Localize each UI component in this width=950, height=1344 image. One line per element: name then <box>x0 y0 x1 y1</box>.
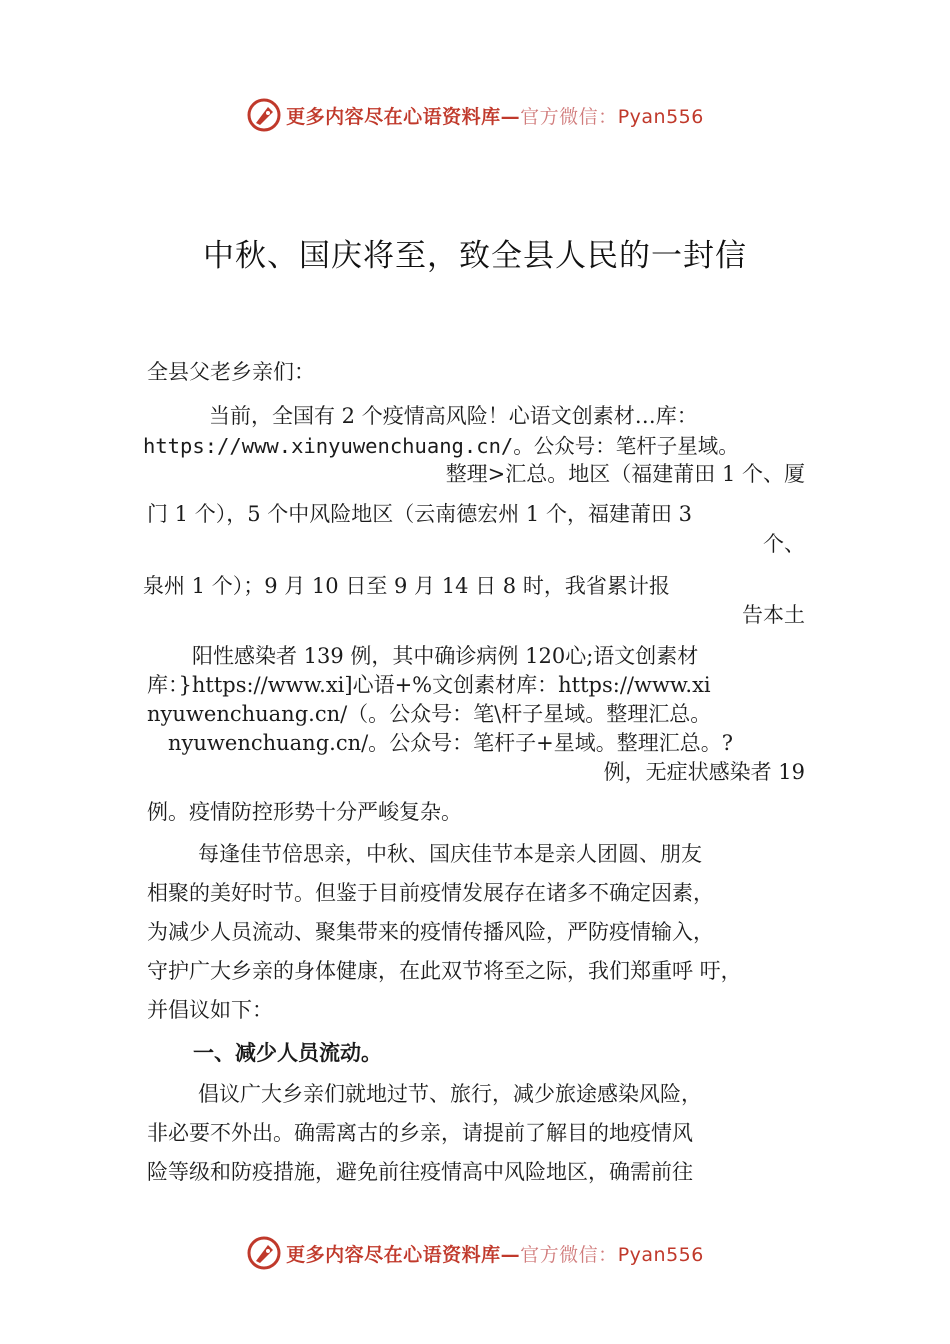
body-line: 阳性感染者 139 例，其中确诊病例 120心;语文创素材 <box>192 644 699 668</box>
body-line: 整理>汇总。地区（福建莆田 1 个、厦 <box>445 462 805 486</box>
body-line: 例。疫情防控形势十分严峻复杂。 <box>147 800 462 824</box>
body-line: nyuwenchuang.cn/。公众号：笔杆子+星域。整理汇总。? <box>168 731 734 755</box>
banner-text: 更多内容尽在心语资料库—官方微信：Pyan556 <box>286 1243 704 1266</box>
salutation: 全县父老乡亲们： <box>147 360 315 384</box>
body-line: nyuwenchuang.cn/（。公众号：笔\杆子星域。整理汇总。 <box>147 702 712 726</box>
body-line: 倡议广大乡亲们就地过节、旅行，减少旅途感染风险， <box>198 1082 702 1106</box>
section-heading: 一、减少人员流动。 <box>193 1041 382 1065</box>
body-line: 泉州 1 个）；9 月 10 日至 9 月 14 日 8 时，我省累计报 <box>143 574 670 598</box>
pen-nib-logo-icon <box>246 1235 282 1271</box>
body-line: 例，无症状感染者 19 <box>603 760 805 784</box>
pen-nib-logo-icon <box>246 97 282 133</box>
footer-banner <box>0 1233 950 1273</box>
body-line: 当前，全国有 2 个疫情高风险！心语文创素材…库： <box>209 404 698 428</box>
body-line: 为减少人员流动、聚集带来的疫情传播风险，严防疫情输入， <box>147 920 714 944</box>
banner-text: 更多内容尽在心语资料库—官方微信：Pyan556 <box>286 105 704 128</box>
body-line: https://www.xinyuwenchuang.cn/。公众号：笔杆子星域。 <box>143 434 739 458</box>
body-line: 守护广大乡亲的身体健康，在此双节将至之际，我们郑重呼 吁， <box>147 959 742 983</box>
body-line: 告本土 <box>742 603 805 627</box>
body-line: 门 1 个），5 个中风险地区（云南德宏州 1 个，福建莆田 3 <box>147 502 692 526</box>
body-line: 库：}https://www.xi]心语+%文创素材库：https://www.xi <box>147 673 711 697</box>
body-line: 每逢佳节倍思亲，中秋、国庆佳节本是亲人团圆、朋友 <box>198 842 702 866</box>
body-line: 相聚的美好时节。但鉴于目前疫情发展存在诸多不确定因素， <box>147 881 714 905</box>
body-line: 非必要不外出。确需离古的乡亲，请提前了解目的地疫情风 <box>147 1121 693 1145</box>
body-line: 并倡议如下： <box>147 998 273 1022</box>
header-banner <box>0 95 950 135</box>
body-line: 个、 <box>763 532 805 556</box>
document-title: 中秋、国庆将至，致全县人民的一封信 <box>203 238 747 274</box>
body-line: 险等级和防疫措施，避免前往疫情高中风险地区，确需前往 <box>147 1160 693 1184</box>
